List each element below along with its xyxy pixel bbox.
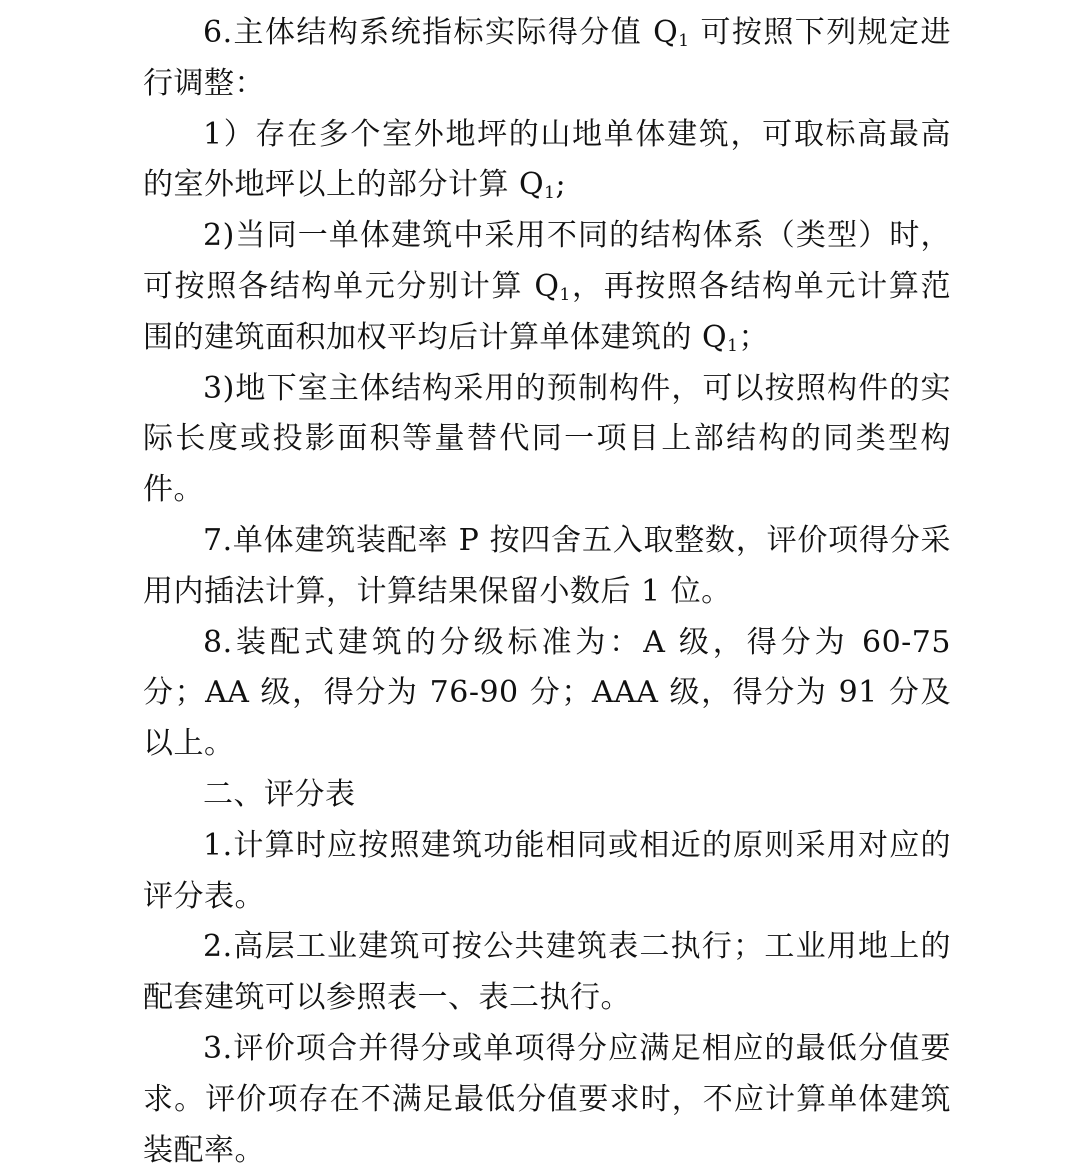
paragraph-adjust-q1 (143, 8, 951, 110)
paragraph-rule-1 (143, 110, 951, 212)
text-run: ； (738, 319, 769, 355)
paragraph-table-rule-3 (143, 1024, 951, 1176)
subscript: 1 (727, 335, 739, 356)
text-run: 1）存在多个室外地坪的山地单体建筑，可取标高最高的室外地坪以上的部分计算 Q (143, 116, 951, 203)
text-run: 3)地下室主体结构采用的预制构件，可以按照构件的实际长度或投影面积等量替代同一项目上部结构的同类型构件。 (143, 370, 951, 508)
section-heading-score-table (143, 770, 951, 821)
paragraph-table-rule-1 (143, 821, 951, 923)
text-run: 2)当同一单体建筑中采用不同的结构体系（类型）时，可按照各结构单元分别计算 Q (143, 218, 951, 304)
paragraph-table-rule-2 (143, 922, 951, 1024)
document-body (143, 8, 951, 1176)
text-run: ; (555, 167, 567, 203)
text-run: 2.高层工业建筑可按公共建筑表二执行；工业用地上的配套建筑可以参照表一、表二执行。 (143, 929, 951, 1016)
text-run: 可按照下列规定进行调整： (143, 15, 951, 101)
text-run: 7.单体建筑装配率 P 按四舍五入取整数，评价项得分采用内插法计算，计算结果保留小数后 1 位。 (143, 522, 951, 609)
paragraph-assembly-rate (143, 516, 951, 618)
paragraph-rule-3 (143, 364, 951, 516)
text-run: 1.计算时应按照建筑功能相同或相近的原则采用对应的评分表。 (143, 827, 951, 914)
text-run: 3.评价项合并得分或单项得分应满足相应的最低分值要求。评价项存在不满足最低分值要求时，不应计算单体建筑装配率。 (143, 1030, 951, 1168)
paragraph-grading-standard (143, 618, 951, 770)
subscript: 1 (544, 183, 556, 204)
text-run: 6.主体结构系统指标实际得分值 Q (203, 15, 679, 50)
subscript: 1 (559, 284, 571, 305)
subscript: 1 (678, 31, 690, 51)
text-run: 二、评分表 (203, 776, 356, 812)
text-run: 8.装配式建筑的分级标准为：A 级，得分为 60-75 分；AA 级，得分为 76-90 分；AAA 级，得分为 91 分及以上。 (143, 624, 951, 762)
text-run: ，再按照各结构单元计算范围的建筑面积加权平均后计算单体建筑的 Q (143, 268, 952, 355)
paragraph-rule-2 (143, 211, 951, 363)
